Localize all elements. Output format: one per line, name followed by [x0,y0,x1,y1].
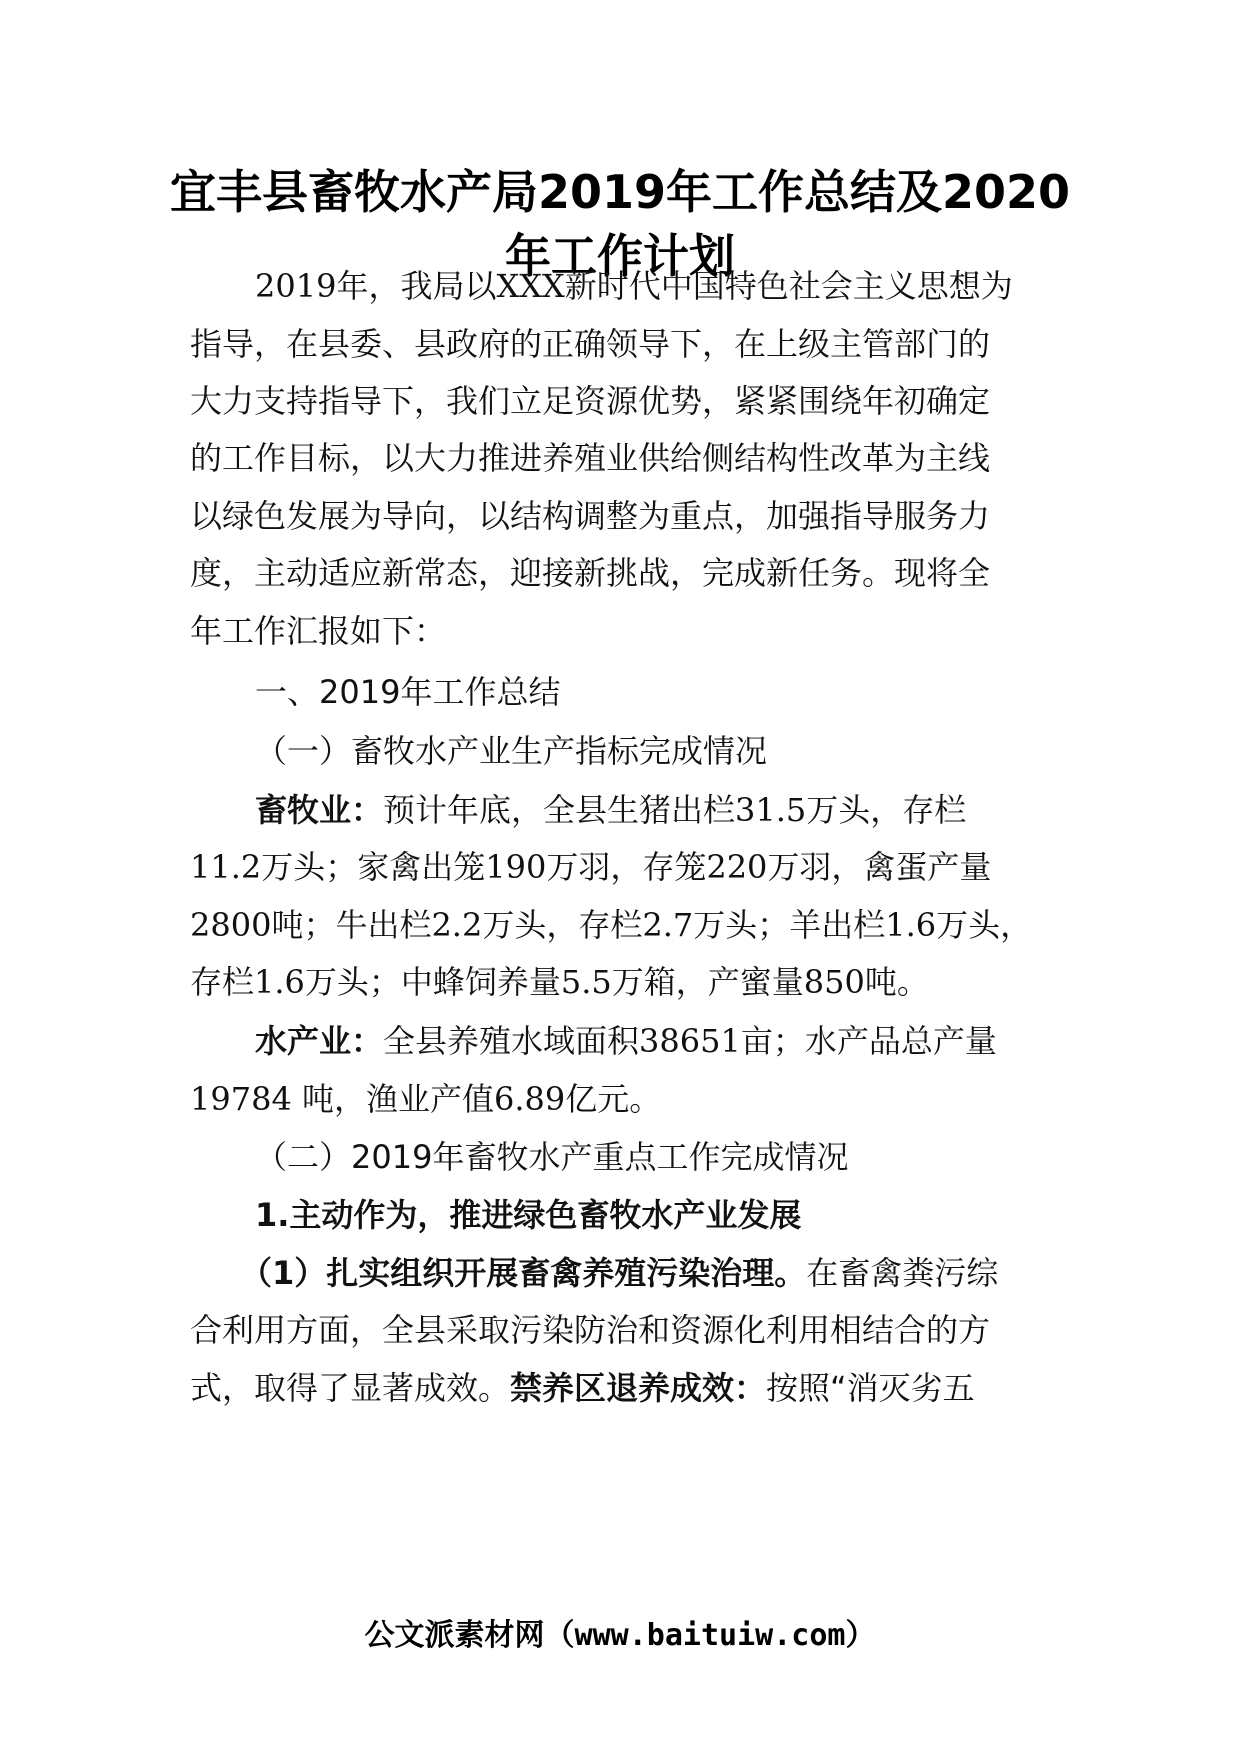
paragraph-1-1-text: 式，取得了显著成效。 [190,1369,511,1407]
section-heading-1: 一、2019年工作总结 [255,673,561,711]
footer-site-name: 公文派素材网 [364,1618,545,1653]
aquatic-text: 全县养殖水域面积38651亩；水产品总产量 [383,1022,997,1060]
paragraph-1-1-bold-label: 禁养区退养成效： [510,1369,767,1407]
livestock-text: 预计年底，全县生猪出栏31.5万头，存栏 [383,791,967,829]
paragraph-1-1-line-1 [240,1249,998,1297]
footer-watermark [0,1614,1240,1658]
livestock-label: 畜牧业： [255,791,384,829]
livestock-paragraph-line-1 [255,786,966,834]
paragraph-1-1-line-3 [190,1364,975,1412]
intro-line: 年工作汇报如下： [190,612,447,650]
aquatic-line: 19784 吨，渔业产值6.89亿元。 [190,1080,662,1118]
paragraph-1-1-text: 在畜禽粪污综 [806,1254,999,1292]
intro-line: 指导，在县委、县政府的正确领导下，在上级主管部门的 [190,325,991,363]
document-title-line-2: 年工作计划 [505,229,735,283]
intro-line: 以绿色发展为导向，以结构调整为重点，加强指导服务力 [190,497,991,535]
aquatic-label: 水产业： [255,1022,384,1060]
item-heading-1: 1.主动作为，推进绿色畜牧水产业发展 [255,1196,802,1234]
aquatic-paragraph-line-1 [255,1017,997,1065]
paragraph-1-1-text: 按照“消灭劣五 [766,1369,975,1407]
subsection-heading-1-1: （一）畜牧水产业生产指标完成情况 [255,732,768,770]
livestock-line: 存栏1.6万头；中蜂饲养量5.5万箱，产蜜量850吨。 [190,963,929,1001]
document-title-line-1: 宜丰县畜牧水产局2019年工作总结及2020 [169,165,1071,219]
subsection-heading-1-2: （二）2019年畜牧水产重点工作完成情况 [255,1138,849,1176]
intro-line: 度，主动适应新常态，迎接新挑战，完成新任务。现将全 [190,554,991,592]
paragraph-1-1-line-2: 合利用方面，全县采取污染防治和资源化利用相结合的方 [190,1311,991,1349]
footer-url: （www.baituiw.com） [544,1618,876,1653]
intro-line: 大力支持指导下，我们立足资源优势，紧紧围绕年初确定 [190,382,991,420]
livestock-line: 11.2万头；家禽出笼190万羽，存笼220万羽，禽蛋产量 [190,848,992,886]
intro-line: 的工作目标，以大力推进养殖业供给侧结构性改革为主线 [190,439,991,477]
livestock-line: 2800吨；牛出栏2.2万头，存栏2.7万头；羊出栏1.6万头， [190,906,1033,944]
paragraph-1-1-bold-lead: （1）扎实组织开展畜禽养殖污染治理。 [240,1254,807,1292]
intro-line: 2019年，我局以XXX新时代中国特色社会主义思想为 [255,267,1013,305]
